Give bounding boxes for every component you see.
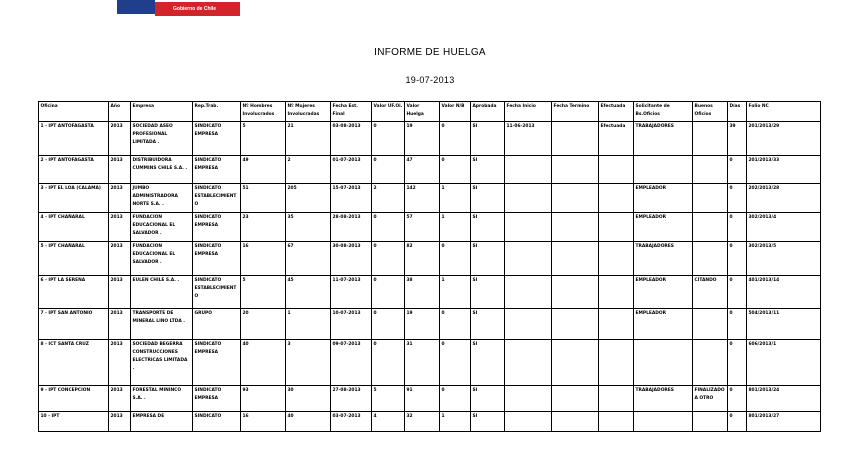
cell-nb: 0	[440, 386, 471, 412]
cell-oficina: 1 - IPT ANTOFAGASTA	[39, 122, 109, 156]
cell-buenos-oficios: FINALIZADO A OTRO	[693, 386, 728, 412]
cell-aprobada: SI	[471, 213, 505, 242]
cell-buenos-oficios	[693, 156, 728, 184]
cell-empresa: FUNDACION EDUCACIONAL EL SALVADOR .	[131, 242, 193, 276]
cell-buenos-oficios	[693, 309, 728, 340]
cell-efectuada	[599, 184, 634, 213]
cell-empresa: TRANSPORTE DE MINERAL LINO LTDA .	[131, 309, 193, 340]
cell-folio: 302/2013/5	[747, 242, 821, 276]
cell-solicitante: EMPLEADOR	[634, 213, 693, 242]
report-title: INFORME DE HUELGA	[374, 47, 486, 58]
cell-fecha-final: 27-08-2013	[331, 386, 372, 412]
cell-mujeres: 1	[286, 309, 331, 340]
cell-mujeres: 205	[286, 184, 331, 213]
cell-rep: SINDICATO EMPRESA	[193, 242, 241, 276]
cell-uf: 0	[372, 340, 405, 386]
cell-efectuada	[599, 386, 634, 412]
cell-uf: 0	[372, 242, 405, 276]
table-row	[39, 213, 821, 242]
cell-huelga: 31	[405, 340, 440, 386]
column-header: Buenos Oficios	[693, 102, 728, 122]
table-row	[39, 122, 821, 156]
cell-oficina: 10 - IPT	[39, 412, 109, 432]
column-header: Rep.Trab.	[193, 102, 241, 122]
cell-efectuada	[599, 309, 634, 340]
cell-hombres: 93	[241, 386, 286, 412]
table-row	[39, 156, 821, 184]
cell-oficina: 6 - IPT LA SERENA	[39, 276, 109, 309]
cell-buenos-oficios	[693, 340, 728, 386]
cell-efectuada: Efectuada	[599, 122, 634, 156]
cell-efectuada	[599, 340, 634, 386]
cell-mujeres: 67	[286, 242, 331, 276]
cell-folio: 401/2013/14	[747, 276, 821, 309]
cell-oficina: 2 - IPT ANTOFAGASTA	[39, 156, 109, 184]
table-row	[39, 412, 821, 432]
cell-oficina: 3 - IPT EL LOA (CALAMA)	[39, 184, 109, 213]
cell-fecha-final: 30-08-2013	[331, 242, 372, 276]
column-header: Valor UF.Oi.	[372, 102, 405, 122]
cell-folio: 201/2013/33	[747, 156, 821, 184]
column-header: Nº Mujeres Involucradas	[286, 102, 331, 122]
cell-empresa: FORESTAL MININCO S.A. .	[131, 386, 193, 412]
cell-solicitante: TRABAJADORES	[634, 122, 693, 156]
cell-rep: SINDICATO EMPRESA	[193, 386, 241, 412]
cell-uf: 0	[372, 213, 405, 242]
cell-efectuada	[599, 213, 634, 242]
cell-efectuada	[599, 156, 634, 184]
cell-hombres: 49	[241, 156, 286, 184]
cell-termino	[552, 309, 599, 340]
cell-buenos-oficios: CITANDO	[693, 276, 728, 309]
cell-nb: 0	[440, 156, 471, 184]
cell-aprobada: SI	[471, 276, 505, 309]
cell-dias: 0	[728, 309, 747, 340]
cell-uf: 0	[372, 122, 405, 156]
cell-dias: 0	[728, 386, 747, 412]
cell-anio: 2013	[109, 156, 131, 184]
cell-aprobada: SI	[471, 412, 505, 432]
cell-nb: 1	[440, 412, 471, 432]
cell-buenos-oficios	[693, 184, 728, 213]
cell-dias: 0	[728, 340, 747, 386]
cell-folio: 801/2013/24	[747, 386, 821, 412]
cell-hombres: 5	[241, 276, 286, 309]
cell-nb: 0	[440, 340, 471, 386]
cell-anio: 2013	[109, 309, 131, 340]
cell-dias: 0	[728, 276, 747, 309]
cell-anio: 2013	[109, 340, 131, 386]
cell-huelga: 47	[405, 156, 440, 184]
cell-solicitante	[634, 412, 693, 432]
cell-inicio	[505, 276, 552, 309]
cell-buenos-oficios	[693, 122, 728, 156]
column-header: Solicitante de Bs.Oficios	[634, 102, 693, 122]
cell-folio: 202/2013/28	[747, 184, 821, 213]
cell-dias: 0	[728, 213, 747, 242]
cell-hombres: 51	[241, 184, 286, 213]
cell-dias: 0	[728, 412, 747, 432]
column-header: Año	[109, 102, 131, 122]
cell-termino	[552, 412, 599, 432]
column-header: Oficina	[39, 102, 109, 122]
cell-buenos-oficios	[693, 412, 728, 432]
cell-aprobada: SI	[471, 309, 505, 340]
cell-oficina: 4 - IPT CHAÑARAL	[39, 213, 109, 242]
cell-anio: 2013	[109, 184, 131, 213]
cell-fecha-final: 28-08-2013	[331, 213, 372, 242]
cell-uf: 5	[372, 386, 405, 412]
cell-buenos-oficios	[693, 242, 728, 276]
cell-huelga: 38	[405, 276, 440, 309]
cell-termino	[552, 156, 599, 184]
strike-report-table	[38, 101, 821, 432]
cell-hombres: 40	[241, 340, 286, 386]
cell-mujeres: 30	[286, 386, 331, 412]
table-row	[39, 242, 821, 276]
cell-empresa: FUNDACION EDUCACIONAL EL SALVADOR .	[131, 213, 193, 242]
cell-hombres: 16	[241, 412, 286, 432]
cell-huelga: 19	[405, 122, 440, 156]
cell-huelga: 57	[405, 213, 440, 242]
logo-text: Gobierno de Chile	[173, 6, 217, 12]
gobierno-de-chile-logo	[117, 0, 240, 14]
cell-solicitante: EMPLEADOR	[634, 184, 693, 213]
cell-mujeres: 2	[286, 156, 331, 184]
cell-aprobada: SI	[471, 340, 505, 386]
cell-inicio	[505, 184, 552, 213]
cell-oficina: 8 - ICT SANTA CRUZ	[39, 340, 109, 386]
cell-anio: 2013	[109, 242, 131, 276]
cell-nb: 0	[440, 242, 471, 276]
cell-solicitante: EMPLEADOR	[634, 309, 693, 340]
column-header: Fecha Termino	[552, 102, 599, 122]
cell-mujeres: 21	[286, 122, 331, 156]
column-header: Nº Hombres Involucrados	[241, 102, 286, 122]
cell-empresa: SOCIEDAD BEGERRA CONSTRUCCIONES ELECTRICAS LIMITADA .	[131, 340, 193, 386]
cell-huelga: 19	[405, 309, 440, 340]
cell-mujeres: 40	[286, 412, 331, 432]
cell-hombres: 5	[241, 122, 286, 156]
table-row	[39, 184, 821, 213]
cell-solicitante: TRABAJADORES	[634, 242, 693, 276]
cell-anio: 2013	[109, 276, 131, 309]
cell-hombres: 16	[241, 242, 286, 276]
cell-mujeres: 45	[286, 276, 331, 309]
cell-inicio	[505, 412, 552, 432]
cell-dias: 0	[728, 184, 747, 213]
cell-anio: 2013	[109, 412, 131, 432]
column-header: Efectuada	[599, 102, 634, 122]
cell-aprobada: SI	[471, 386, 505, 412]
cell-folio: 606/2013/1	[747, 340, 821, 386]
cell-solicitante: EMPLEADOR	[634, 276, 693, 309]
cell-empresa: SOCIEDAD ASEO PROFESIONAL LIMITADA .	[131, 122, 193, 156]
cell-empresa: JUMBO ADMINISTRADORA NORTE S.A. .	[131, 184, 193, 213]
cell-aprobada: SI	[471, 184, 505, 213]
cell-inicio	[505, 213, 552, 242]
cell-uf: 0	[372, 276, 405, 309]
cell-termino	[552, 242, 599, 276]
column-header: Valor N/B	[440, 102, 471, 122]
cell-rep: SINDICATO EMPRESA	[193, 122, 241, 156]
cell-inicio	[505, 340, 552, 386]
cell-solicitante: TRABAJADORES	[634, 386, 693, 412]
cell-rep: SINDICATO ESTABLECIMIENTO	[193, 184, 241, 213]
column-header: Folio NC	[747, 102, 821, 122]
cell-solicitante	[634, 156, 693, 184]
cell-rep: GRUPO	[193, 309, 241, 340]
cell-solicitante	[634, 340, 693, 386]
cell-oficina: 7 - IPT SAN ANTONIO	[39, 309, 109, 340]
cell-inicio	[505, 309, 552, 340]
cell-anio: 2013	[109, 213, 131, 242]
cell-folio: 801/2013/27	[747, 412, 821, 432]
logo-red-block	[155, 2, 240, 16]
cell-dias: 39	[728, 122, 747, 156]
table-row	[39, 386, 821, 412]
column-header: Días	[728, 102, 747, 122]
cell-fecha-final: 10-07-2013	[331, 309, 372, 340]
cell-folio: 302/2013/4	[747, 213, 821, 242]
cell-efectuada	[599, 412, 634, 432]
report-date: 19-07-2013	[405, 75, 455, 85]
cell-aprobada: SI	[471, 122, 505, 156]
cell-nb: 1	[440, 276, 471, 309]
cell-dias: 0	[728, 156, 747, 184]
cell-huelga: 82	[405, 242, 440, 276]
cell-fecha-final: 11-07-2013	[331, 276, 372, 309]
cell-hombres: 23	[241, 213, 286, 242]
cell-mujeres: 35	[286, 213, 331, 242]
cell-dias: 0	[728, 242, 747, 276]
cell-uf: 2	[372, 184, 405, 213]
cell-uf: 4	[372, 412, 405, 432]
table-header-row	[39, 102, 821, 122]
cell-efectuada	[599, 242, 634, 276]
cell-inicio: 11-06-2013	[505, 122, 552, 156]
cell-termino	[552, 122, 599, 156]
cell-huelga: 91	[405, 386, 440, 412]
cell-efectuada	[599, 276, 634, 309]
cell-anio: 2013	[109, 386, 131, 412]
table-row	[39, 340, 821, 386]
cell-huelga: 142	[405, 184, 440, 213]
cell-fecha-final: 15-07-2013	[331, 184, 372, 213]
cell-inicio	[505, 386, 552, 412]
cell-rep: SINDICATO EMPRESA	[193, 156, 241, 184]
logo-blue-block	[117, 0, 155, 14]
cell-oficina: 9 - IPT CONCEPCION	[39, 386, 109, 412]
cell-fecha-final: 03-08-2013	[331, 122, 372, 156]
cell-rep: SINDICATO	[193, 412, 241, 432]
cell-folio: 201/2013/29	[747, 122, 821, 156]
column-header: Fecha Est. Final	[331, 102, 372, 122]
cell-aprobada: SI	[471, 242, 505, 276]
cell-fecha-final: 09-07-2013	[331, 340, 372, 386]
column-header: Valor Huelga	[405, 102, 440, 122]
cell-termino	[552, 386, 599, 412]
cell-uf: 0	[372, 309, 405, 340]
cell-empresa: EMPRESA DE	[131, 412, 193, 432]
cell-inicio	[505, 242, 552, 276]
table-row	[39, 276, 821, 309]
cell-buenos-oficios	[693, 213, 728, 242]
cell-rep: SINDICATO EMPRESA	[193, 213, 241, 242]
cell-termino	[552, 340, 599, 386]
cell-empresa: EULEN CHILE S.A. .	[131, 276, 193, 309]
cell-termino	[552, 213, 599, 242]
column-header: Aprobada	[471, 102, 505, 122]
cell-termino	[552, 184, 599, 213]
column-header: Empresa	[131, 102, 193, 122]
cell-termino	[552, 276, 599, 309]
column-header: Fecha Inicio	[505, 102, 552, 122]
cell-oficina: 5 - IPT CHAÑARAL	[39, 242, 109, 276]
cell-inicio	[505, 156, 552, 184]
cell-rep: SINDICATO EMPRESA	[193, 340, 241, 386]
cell-huelga: 32	[405, 412, 440, 432]
cell-fecha-final: 01-07-2013	[331, 156, 372, 184]
cell-fecha-final: 03-07-2013	[331, 412, 372, 432]
cell-hombres: 20	[241, 309, 286, 340]
cell-mujeres: 3	[286, 340, 331, 386]
cell-anio: 2013	[109, 122, 131, 156]
cell-nb: 1	[440, 184, 471, 213]
table-row	[39, 309, 821, 340]
cell-uf: 0	[372, 156, 405, 184]
cell-nb: 0	[440, 122, 471, 156]
cell-empresa: DISTRIBUIDORA CUMMINS CHILE S.A. .	[131, 156, 193, 184]
cell-folio: 504/2013/11	[747, 309, 821, 340]
cell-rep: SINDICATO ESTABLECIMIENTO	[193, 276, 241, 309]
cell-nb: 1	[440, 213, 471, 242]
cell-nb: 0	[440, 309, 471, 340]
cell-aprobada: SI	[471, 156, 505, 184]
